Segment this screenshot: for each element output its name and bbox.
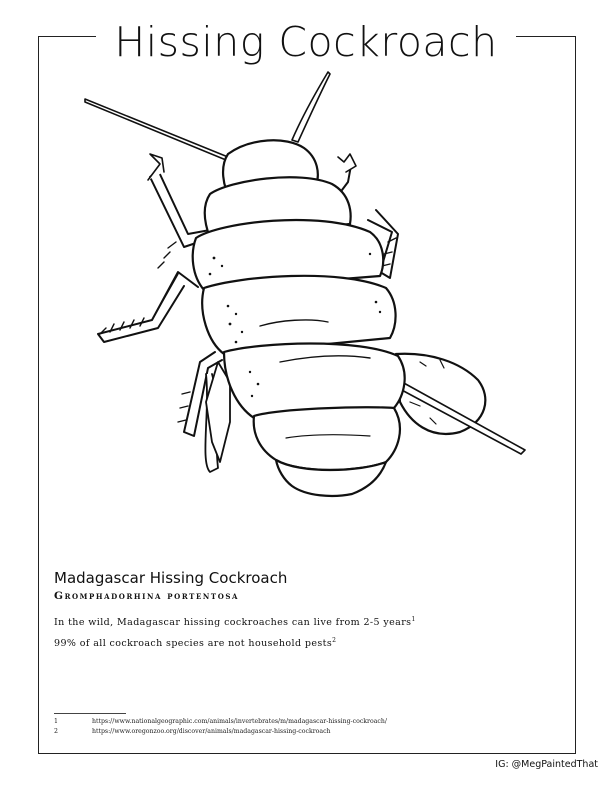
cockroach-illustration — [80, 62, 530, 532]
fact-text: 99% of all cockroach species are not household pests — [54, 638, 333, 650]
footnote-divider — [54, 713, 126, 714]
footnote — [54, 728, 331, 736]
fact-ref: 1 — [411, 616, 416, 623]
scientific-name: Gromphadorhina portentosa — [54, 590, 240, 602]
footnote — [54, 718, 387, 726]
fact-ref: 2 — [332, 637, 337, 644]
footnote-url[interactable]: https://www.oregonzoo.org/discover/animals/madagascar-hissing-cockroach — [92, 728, 331, 735]
footnote-number: 2 — [54, 728, 58, 735]
antenna-right — [292, 72, 330, 142]
footnote-url[interactable]: https://www.nationalgeographic.com/animals/invertebrates/m/madagascar-hissing-cockroach/ — [92, 718, 387, 725]
fact-text: In the wild, Madagascar hissing cockroaches can live from 2-5 years — [54, 617, 412, 629]
footnote-number: 1 — [54, 718, 58, 725]
wing-right — [396, 354, 525, 454]
common-name: Madagascar Hissing Cockroach — [54, 569, 288, 587]
page-title: Hissing Cockroach — [96, 18, 515, 66]
fact-item — [54, 637, 336, 649]
fact-item — [54, 616, 416, 628]
antenna-left — [85, 99, 228, 160]
artist-credit: IG: @MegPaintedThat — [495, 759, 598, 770]
